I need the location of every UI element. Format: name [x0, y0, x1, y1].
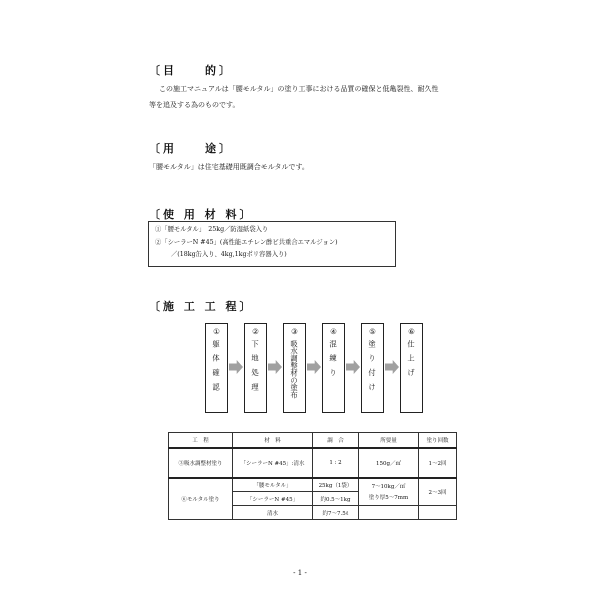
- material-item-2-detail: ／(18kg缶入り、4kg,1kgポリ容器入り): [171, 251, 287, 259]
- step-number: ④: [330, 327, 337, 336]
- table-cell: 1 : 2: [313, 448, 359, 478]
- process-step-6: [400, 323, 423, 413]
- step-number: ①: [213, 327, 220, 336]
- process-step-5: [361, 323, 384, 413]
- table-header-cell: 工 程: [169, 433, 233, 448]
- material-item-2: ②「シーラーN #45」(高性能エチレン酢ビ共重合エマルジョン): [155, 238, 338, 246]
- table-cell: [419, 506, 457, 520]
- table-cell: 25kg（1袋）: [313, 478, 359, 492]
- arrow-right-icon: [268, 360, 282, 374]
- table-cell: 約0.5～1kg: [313, 492, 359, 506]
- purpose-line-2: 等を追及する為のものです。: [149, 101, 240, 109]
- thickness-line: 塗り厚5～7mm: [368, 495, 409, 502]
- table-cell: 清水: [233, 506, 313, 520]
- arrow-right-icon: [307, 360, 321, 374]
- step-number: ⑥: [408, 327, 415, 336]
- table-cell: 1～2回: [419, 448, 457, 478]
- table-header-row: [169, 433, 457, 448]
- table-header-cell: 調 合: [313, 433, 359, 448]
- table-cell: 「シーラーN #45」: [233, 492, 313, 506]
- arrow-right-icon: [346, 360, 360, 374]
- step-label: 仕上げ: [407, 340, 416, 383]
- step-label: 混練り: [329, 340, 338, 383]
- page-number: - 1 -: [293, 569, 307, 577]
- materials-heading: 〔使 用 材 料〕: [149, 208, 254, 221]
- process-step-3: [283, 323, 306, 413]
- process-step-1: [205, 323, 228, 413]
- process-table: [168, 432, 457, 520]
- purpose-line-1: この施工マニュアルは「腰モルタル」の塗り工事における品質の確保と低亀裂性、耐久性: [159, 85, 439, 93]
- table-cell: ⑥モルタル塗り: [169, 478, 233, 520]
- table-cell: 2～3回: [419, 478, 457, 506]
- table-cell: [359, 506, 419, 520]
- table-cell: 「腰モルタル」: [233, 478, 313, 492]
- materials-box: [148, 221, 396, 267]
- table-header-cell: 所要量: [359, 433, 419, 448]
- process-step-2: [244, 323, 267, 413]
- table-cell: 「シーラーN #45」:清水: [233, 448, 313, 478]
- table-cell: 約7～7.5ℓ: [313, 506, 359, 520]
- table-header-cell: 材 料: [233, 433, 313, 448]
- usage-heading: 〔用 途〕: [149, 142, 233, 155]
- amount-line: 7～10kg／㎡: [371, 484, 406, 491]
- table-cell: [359, 478, 419, 506]
- table-row: [169, 478, 457, 492]
- table-cell: ③吸水調整材塗り: [169, 448, 233, 478]
- step-label: 下地処理: [251, 340, 260, 398]
- step-number: ⑤: [369, 327, 376, 336]
- step-label: 吸水調整材の塗布: [290, 340, 299, 399]
- process-heading: 〔施 工 工 程〕: [149, 300, 254, 313]
- step-number: ②: [252, 327, 259, 336]
- process-step-4: [322, 323, 345, 413]
- arrow-right-icon: [385, 360, 399, 374]
- table-cell: 150g／㎡: [359, 448, 419, 478]
- step-label: 塗り付け: [368, 340, 377, 398]
- table-header-cell: 塗り回数: [419, 433, 457, 448]
- arrow-right-icon: [229, 360, 243, 374]
- usage-text: 「腰モルタル」は住宅基礎用既調合モルタルです。: [149, 163, 309, 171]
- table-row: [169, 448, 457, 478]
- step-number: ③: [291, 327, 298, 336]
- material-item-1: ①「腰モルタル」 25kg／防湿紙袋入り: [155, 226, 269, 233]
- purpose-heading: 〔目 的〕: [149, 64, 233, 77]
- step-label: 躯体確認: [212, 340, 221, 398]
